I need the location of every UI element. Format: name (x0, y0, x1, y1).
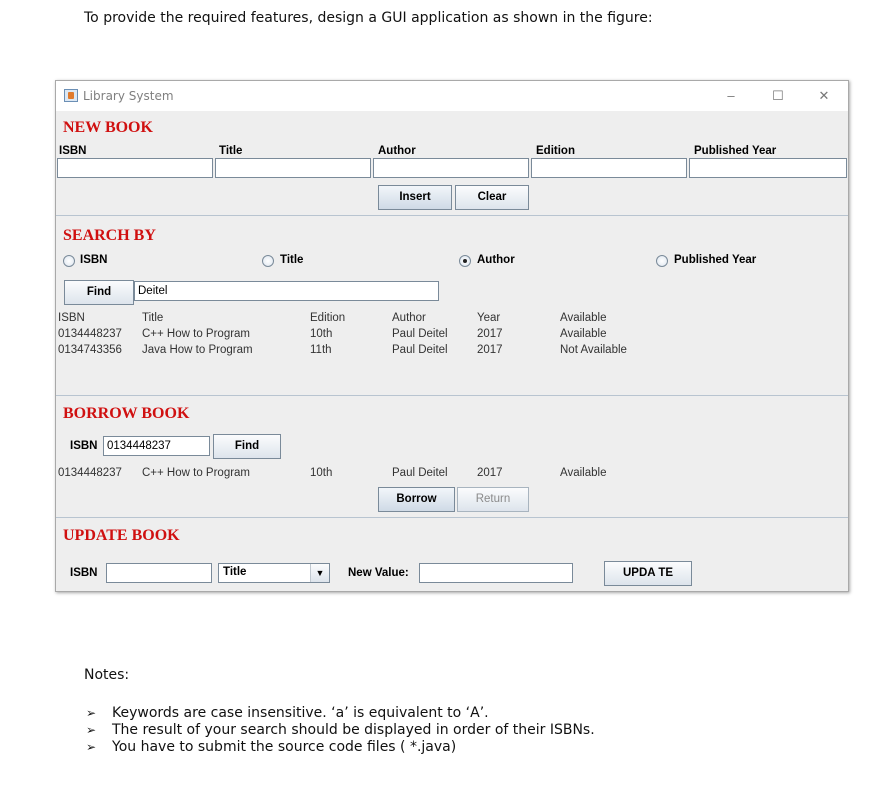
borrow-result-year: 2017 (477, 467, 503, 479)
new-author-input[interactable] (373, 158, 529, 178)
result-row-2-year: 2017 (477, 344, 503, 356)
update-book-heading: UPDATE BOOK (63, 527, 180, 544)
close-icon[interactable]: ✕ (818, 88, 830, 103)
borrow-result-available: Available (560, 467, 607, 479)
new-value-input[interactable] (419, 563, 573, 583)
chevron-down-icon[interactable]: ▼ (310, 564, 329, 582)
search-query-input[interactable]: Deitel (134, 281, 439, 301)
update-button[interactable]: UPDA TE (604, 561, 692, 586)
result-row-2-author: Paul Deitel (392, 344, 448, 356)
insert-button[interactable]: Insert (378, 185, 452, 210)
radio-title-label: Title (280, 254, 304, 266)
result-row-2-edition: 11th (310, 344, 332, 356)
new-author-label: Author (378, 145, 416, 157)
result-row-1-isbn: 0134448237 (58, 328, 122, 340)
new-isbn-label: ISBN (59, 145, 87, 157)
clear-button[interactable]: Clear (455, 185, 529, 210)
new-value-label: New Value: (348, 567, 409, 579)
borrow-result-author: Paul Deitel (392, 467, 448, 479)
result-row-2-isbn: 0134743356 (58, 344, 122, 356)
title-bar (56, 81, 848, 111)
new-published-year-label: Published Year (694, 145, 777, 157)
radio-published-year-label: Published Year (674, 254, 757, 266)
arrow-bullet-icon: ➢ (86, 706, 97, 720)
java-app-icon (64, 89, 78, 102)
radio-author[interactable] (459, 255, 471, 267)
borrow-result-edition: 10th (310, 467, 333, 479)
note-text: You have to submit the source code files ( *.java) (112, 739, 457, 755)
borrow-isbn-input[interactable]: 0134448237 (103, 436, 210, 456)
borrow-button[interactable]: Borrow (378, 487, 455, 512)
section-divider (56, 395, 848, 396)
col-isbn-header: ISBN (58, 312, 85, 324)
new-published-year-input[interactable] (689, 158, 847, 178)
result-row-1-year: 2017 (477, 328, 503, 340)
search-find-button[interactable]: Find (64, 280, 134, 305)
note-text: Keywords are case insensitive. ‘a’ is equivalent to ‘A’. (112, 705, 489, 721)
radio-title[interactable] (262, 255, 274, 267)
new-title-input[interactable] (215, 158, 371, 178)
list-item (84, 739, 595, 756)
new-book-heading: NEW BOOK (63, 119, 153, 136)
result-row-2-available: Not Available (560, 344, 627, 356)
arrow-bullet-icon: ➢ (86, 723, 97, 737)
maximize-icon[interactable]: ☐ (772, 88, 784, 103)
result-row-1-available: Available (560, 328, 607, 340)
borrow-result-title: C++ How to Program (142, 467, 251, 479)
new-edition-input[interactable] (531, 158, 687, 178)
borrow-isbn-label: ISBN (70, 440, 98, 452)
section-divider (56, 215, 848, 216)
window-title: Library System (83, 89, 174, 103)
result-row-1-edition: 10th (310, 328, 333, 340)
notes-title: Notes: (84, 667, 130, 683)
library-system-window (55, 80, 849, 592)
result-row-1-title: C++ How to Program (142, 328, 251, 340)
borrow-result-isbn: 0134448237 (58, 467, 122, 479)
update-isbn-input[interactable] (106, 563, 212, 583)
list-item (84, 722, 595, 739)
new-isbn-input[interactable] (57, 158, 213, 178)
intro-text: To provide the required features, design a GUI application as shown in the figure: (84, 10, 653, 26)
arrow-bullet-icon: ➢ (86, 740, 97, 754)
radio-isbn-label: ISBN (80, 254, 108, 266)
new-edition-label: Edition (536, 145, 575, 157)
minimize-icon[interactable]: – (727, 88, 735, 103)
note-text: The result of your search should be displayed in order of their ISBNs. (112, 722, 595, 738)
update-isbn-label: ISBN (70, 567, 98, 579)
col-available-header: Available (560, 312, 607, 324)
result-row-1-author: Paul Deitel (392, 328, 448, 340)
radio-author-label: Author (477, 254, 515, 266)
update-field-selected-value: Title (223, 566, 247, 578)
section-divider (56, 517, 848, 518)
search-by-heading: SEARCH BY (63, 227, 156, 244)
radio-published-year[interactable] (656, 255, 668, 267)
col-year-header: Year (477, 312, 501, 324)
radio-isbn[interactable] (63, 255, 75, 267)
result-row-2-title: Java How to Program (142, 344, 253, 356)
update-field-select[interactable] (218, 563, 330, 583)
new-title-label: Title (219, 145, 243, 157)
list-item (84, 705, 595, 722)
notes-list (84, 705, 595, 756)
col-author-header: Author (392, 312, 426, 324)
borrow-find-button[interactable]: Find (213, 434, 281, 459)
return-button[interactable]: Return (457, 487, 529, 512)
col-edition-header: Edition (310, 312, 346, 324)
borrow-book-heading: BORROW BOOK (63, 405, 190, 422)
col-title-header: Title (142, 312, 164, 324)
